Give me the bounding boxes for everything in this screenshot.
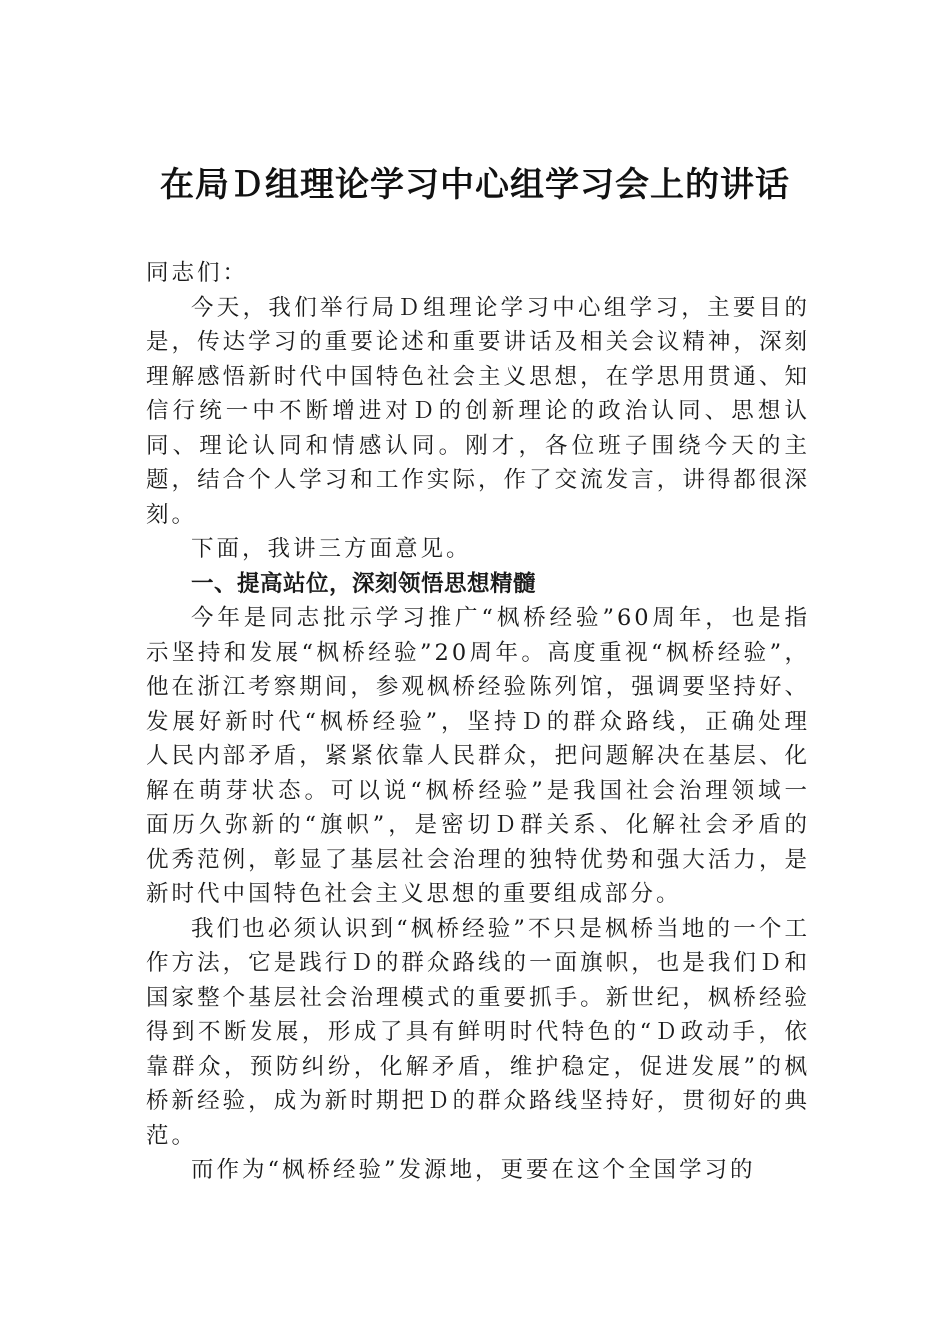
document-body [146,256,810,1188]
paragraph-fengqiao-origin: 而作为“枫桥经验”发源地，更要在这个全国学习的 [191,1157,756,1183]
paragraph-transition: 下面，我讲三方面意见。 [191,536,472,562]
paragraph-fengqiao-anniversary: 今年是同志批示学习推广“枫桥经验”60周年，也是指示坚持和发展“枫桥经验”20周年。高度重视“枫桥经验”，他在浙江考察期间，参观枫桥经验陈列馆，强调要坚持好、发展好新时代“枫桥经验”，坚持Ｄ的群众路线，正确处理人民内部矛盾，紧紧依靠人民群众，把问题解决在基层、化解在萌芽状态。可以说“枫桥经验”是我国社会治理领域一面历久弥新的“旗帜”，是密切Ｄ群关系、化解社会矛盾的优秀范例，彰显了基层社会治理的独特优势和强大活力，是新时代中国特色社会主义思想的重要组成部分。 [146,605,810,907]
document-title: 在局Ｄ组理论学习中心组学习会上的讲话 [160,165,790,205]
paragraph-intro: 今天，我们举行局Ｄ组理论学习中心组学习，主要目的是，传达学习的重要论述和重要讲话及相关会议精神，深刻理解感悟新时代中国特色社会主义思想，在学思用贯通、知信行统一中不断增进对Ｄ的创新理论的政治认同、思想认同、理论认同和情感认同。刚才，各位班子围绕今天的主题，结合个人学习和工作实际，作了交流发言，讲得都很深刻。 [146,294,810,528]
salutation: 同志们： [146,260,249,286]
section-heading-1: 一、提高站位，深刻领悟思想精髓 [191,570,537,597]
paragraph-fengqiao-significance: 我们也必须认识到“枫桥经验”不只是枫桥当地的一个工作方法，它是践行Ｄ的群众路线的一面旗帜，也是我们Ｄ和国家整个基层社会治理模式的重要抓手。新世纪，枫桥经验得到不断发展，形成了具有鲜明时代特色的“Ｄ政动手，依靠群众，预防纠纷，化解矛盾，维护稳定，促进发展”的枫桥新经验，成为新时期把Ｄ的群众路线坚持好，贯彻好的典范。 [146,915,810,1149]
